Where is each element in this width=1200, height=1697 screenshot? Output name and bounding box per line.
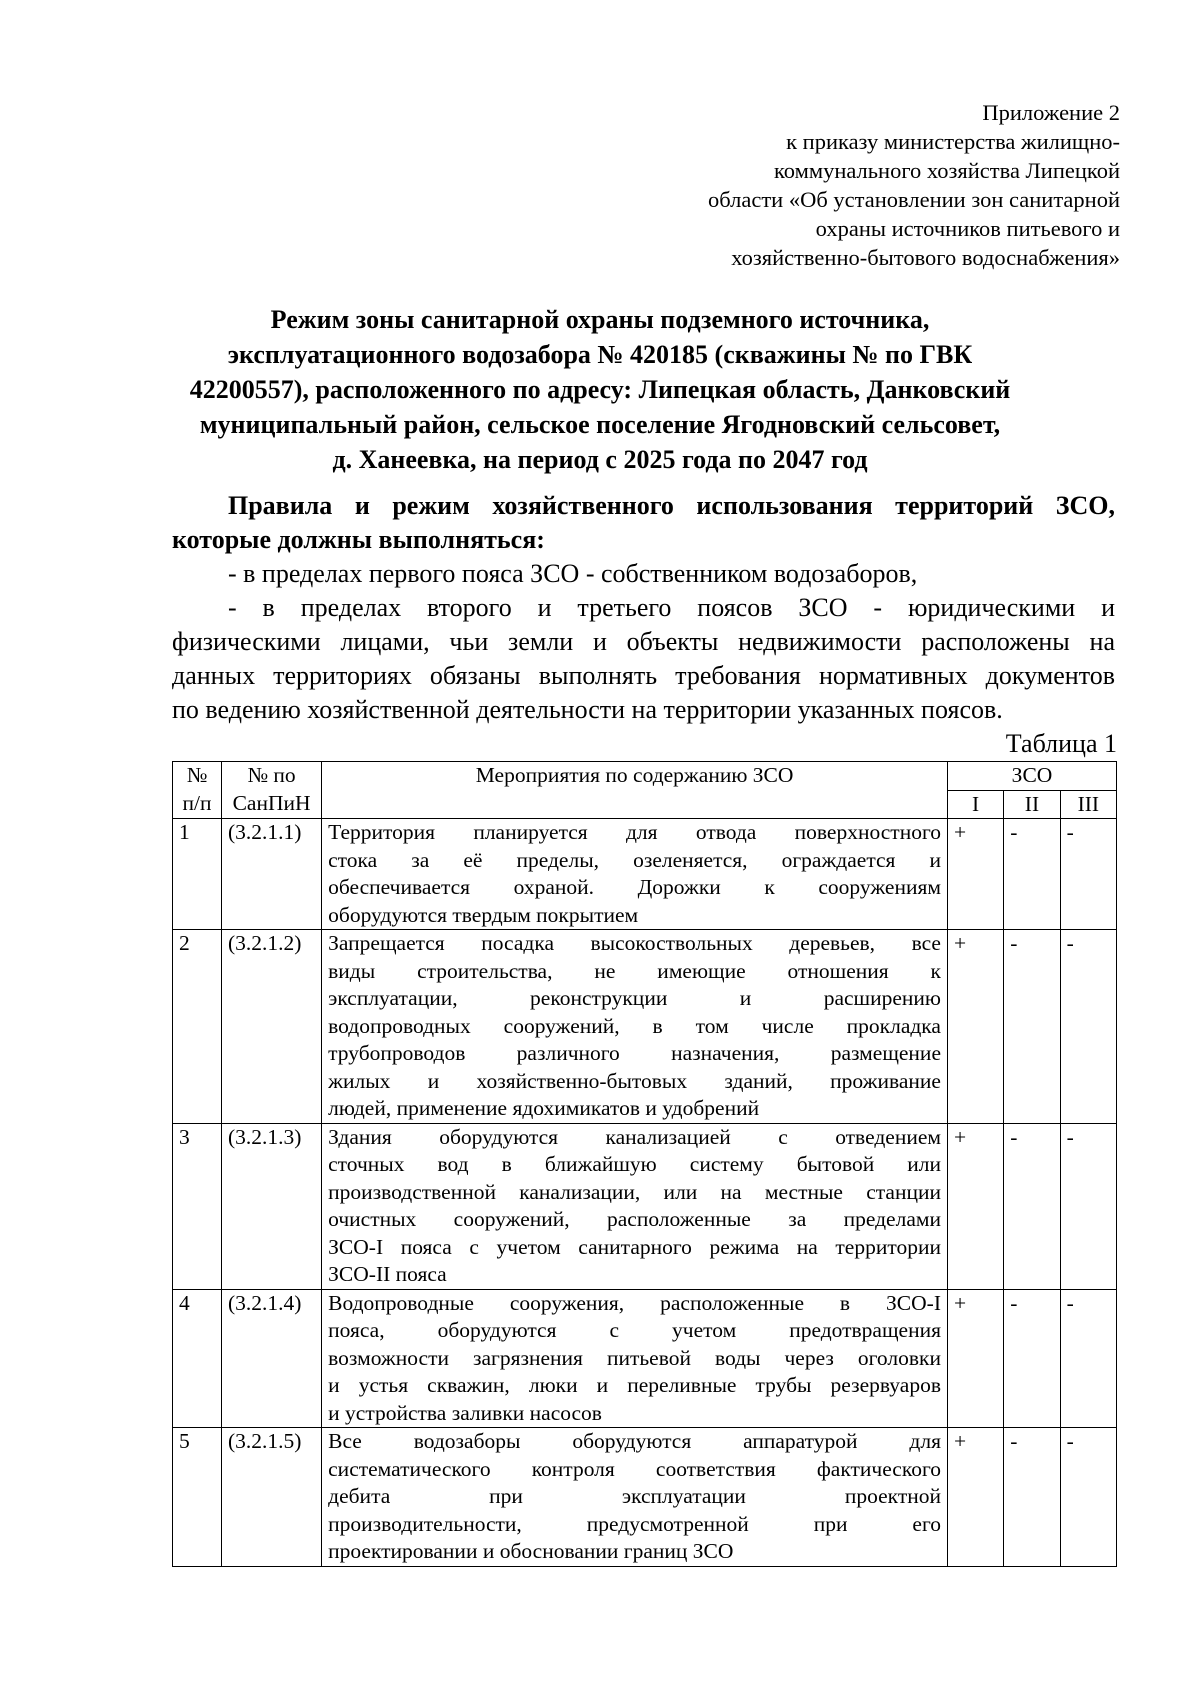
header-text: Мероприятия по содержанию ЗСО bbox=[475, 763, 794, 787]
row-zone-3: - bbox=[1060, 1428, 1116, 1567]
title-line: д. Ханеевка, на период с 2025 года по 2047 год bbox=[332, 445, 868, 474]
rules-item-continued: по ведению хозяйственной деятельности на территории указанных поясов. bbox=[172, 695, 1003, 724]
row-measure bbox=[322, 1123, 948, 1289]
measure-line: Территория планируется для отвода поверхностного bbox=[328, 820, 941, 844]
measure-line: стока за её пределы, озеленяется, ограждается и bbox=[328, 847, 941, 872]
measure-line: Все водозаборы оборудуются аппаратурой для bbox=[328, 1429, 941, 1453]
row-sanpin: (3.2.1.4) bbox=[222, 1289, 322, 1428]
row-measure bbox=[322, 930, 948, 1124]
table-row bbox=[173, 1289, 1117, 1428]
measure-line: производительности, предусмотренной при его bbox=[328, 1511, 941, 1536]
measure-line: Водопроводные сооружения, расположенные в ЗСО-I bbox=[328, 1290, 941, 1315]
measure-line: и устья скважин, люки и переливные трубы резервуаров bbox=[328, 1373, 941, 1397]
appendix-line: к приказу министерства жилищно- bbox=[786, 129, 1120, 154]
row-zone-2: - bbox=[1004, 930, 1060, 1124]
row-zone-3: - bbox=[1060, 819, 1116, 930]
measure-line: жилых и хозяйственно-бытовых зданий, проживание bbox=[328, 1068, 941, 1093]
measure-line: ЗСО-I пояса с учетом санитарного режима на территории bbox=[328, 1234, 941, 1259]
appendix-line: хозяйственно-бытового водоснабжения» bbox=[731, 245, 1120, 270]
row-zone-1: + bbox=[947, 930, 1003, 1124]
table-row bbox=[173, 930, 1117, 1124]
header-zone-1: I bbox=[947, 790, 1003, 819]
zso-measures-table bbox=[172, 761, 1117, 1567]
appendix-line: области «Об установлении зон санитарной bbox=[708, 187, 1120, 212]
appendix-line: Приложение 2 bbox=[982, 100, 1120, 125]
header-sanpin bbox=[222, 762, 322, 819]
row-zone-3: - bbox=[1060, 930, 1116, 1124]
measure-line: виды строительства, не имеющие отношения к bbox=[328, 958, 941, 983]
row-number: 3 bbox=[173, 1123, 222, 1289]
measure-line: сточных вод в ближайшую систему бытовой или bbox=[328, 1152, 941, 1176]
header-zso: ЗСО bbox=[947, 762, 1116, 791]
row-measure bbox=[322, 819, 948, 930]
row-measure bbox=[322, 1289, 948, 1428]
measure-line: производственной канализации, или на местные станции bbox=[328, 1179, 941, 1204]
header-zone-3: III bbox=[1060, 790, 1116, 819]
row-measure bbox=[322, 1428, 948, 1567]
row-zone-1: + bbox=[947, 1289, 1003, 1428]
rules-item-continued: физическими лицами, чьи земли и объекты недвижимости расположены на bbox=[172, 627, 1115, 656]
row-zone-1: + bbox=[947, 1123, 1003, 1289]
row-zone-3: - bbox=[1060, 1123, 1116, 1289]
measure-line: дебита при эксплуатации проектной bbox=[328, 1484, 941, 1508]
title-line: эксплуатационного водозабора № 420185 (скважины № по ГВК bbox=[227, 340, 973, 369]
row-number: 4 bbox=[173, 1289, 222, 1428]
row-sanpin: (3.2.1.3) bbox=[222, 1123, 322, 1289]
row-sanpin: (3.2.1.2) bbox=[222, 930, 322, 1124]
measure-line: эксплуатации, реконструкции и расширению bbox=[328, 986, 941, 1010]
appendix-line: коммунального хозяйства Липецкой bbox=[773, 158, 1120, 183]
header-text: п/п bbox=[182, 790, 212, 815]
measure-line: систематического контроля соответствия фактического bbox=[328, 1456, 941, 1481]
header-row-number bbox=[173, 762, 222, 819]
measure-line: Здания оборудуются канализацией с отведением bbox=[328, 1124, 941, 1149]
row-sanpin: (3.2.1.1) bbox=[222, 819, 322, 930]
measure-line: обеспечивается охраной. Дорожки к сооружениям bbox=[328, 875, 941, 899]
row-number: 2 bbox=[173, 930, 222, 1124]
row-zone-1: + bbox=[947, 819, 1003, 930]
rules-heading-continued: которые должны выполняться: bbox=[172, 525, 545, 554]
measure-line: пояса, оборудуются с учетом предотвращения bbox=[328, 1318, 941, 1342]
header-text: СанПиН bbox=[232, 790, 311, 815]
document-title bbox=[150, 302, 1050, 477]
appendix-note bbox=[600, 98, 1120, 272]
row-number: 1 bbox=[173, 819, 222, 930]
rules-heading: Правила и режим хозяйственного использования территорий ЗСО, bbox=[228, 491, 1115, 520]
row-number: 5 bbox=[173, 1428, 222, 1567]
row-zone-2: - bbox=[1004, 1289, 1060, 1428]
rules-item-second-third-zone: - в пределах второго и третьего поясов ЗСО - юридическими и bbox=[228, 593, 1115, 622]
measure-line: трубопроводов различного назначения, размещение bbox=[328, 1041, 941, 1065]
row-zone-2: - bbox=[1004, 1428, 1060, 1567]
measure-line: проектировании и обосновании границ ЗСО bbox=[328, 1539, 734, 1563]
row-zone-3: - bbox=[1060, 1289, 1116, 1428]
header-measures bbox=[322, 762, 948, 819]
measure-line: водопроводных сооружений, в том числе прокладка bbox=[328, 1013, 941, 1038]
table-caption: Таблица 1 bbox=[1005, 729, 1117, 758]
measure-line: и устройства заливки насосов bbox=[328, 1400, 602, 1425]
measure-line: Запрещается посадка высокоствольных деревьев, все bbox=[328, 931, 941, 955]
row-zone-2: - bbox=[1004, 1123, 1060, 1289]
header-text: № bbox=[186, 763, 208, 787]
row-zone-2: - bbox=[1004, 819, 1060, 930]
header-zone-2: II bbox=[1004, 790, 1060, 819]
header-text: № по bbox=[247, 763, 296, 787]
table-row bbox=[173, 1428, 1117, 1567]
measure-line: ЗСО-II пояса bbox=[328, 1262, 447, 1286]
row-zone-1: + bbox=[947, 1428, 1003, 1567]
appendix-line: охраны источников питьевого и bbox=[815, 216, 1120, 241]
rules-section bbox=[172, 489, 1115, 727]
measure-line: очистных сооружений, расположенные за пределами bbox=[328, 1207, 941, 1231]
rules-item-first-zone: - в пределах первого пояса ЗСО - собственником водозаборов, bbox=[228, 559, 918, 588]
row-sanpin: (3.2.1.5) bbox=[222, 1428, 322, 1567]
measure-line: оборудуются твердым покрытием bbox=[328, 902, 639, 927]
measure-line: людей, применение ядохимикатов и удобрений bbox=[328, 1096, 760, 1120]
title-line: Режим зоны санитарной охраны подземного источника, bbox=[270, 305, 930, 334]
rules-item-continued: данных территориях обязаны выполнять требования нормативных документов bbox=[172, 661, 1115, 690]
title-line: 42200557), расположенного по адресу: Липецкая область, Данковский bbox=[189, 375, 1011, 404]
table-row bbox=[173, 1123, 1117, 1289]
measure-line: возможности загрязнения питьевой воды через оголовки bbox=[328, 1345, 941, 1370]
table-row bbox=[173, 819, 1117, 930]
title-line: муниципальный район, сельское поселение Ягодновский сельсовет, bbox=[199, 410, 1001, 439]
